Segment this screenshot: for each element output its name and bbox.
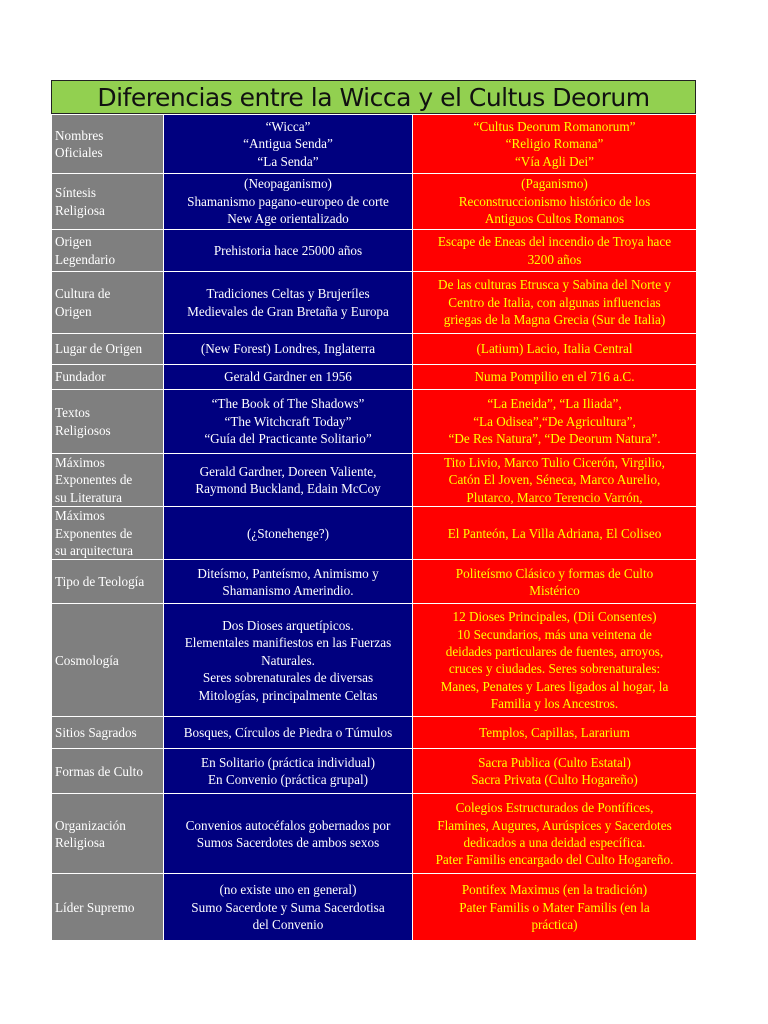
table-row [52,390,697,454]
cell-text-line: Exponentes de [55,472,133,488]
cell-text-line: su arquitectura [55,543,133,559]
cell-text-line: deidades particulares de fuentes, arroyos, [445,644,664,660]
cell-text-line: Religiosa [55,834,105,850]
cultus-cell [413,874,697,941]
cell-text-line: “Vía Agli Dei” [514,153,595,169]
row-label-cell [52,604,164,717]
cultus-cell [413,560,697,604]
cell-text-line: Religiosa [55,202,105,218]
cell-text-line: su Literatura [55,489,123,505]
cell-text-line: “De Res Natura”, “De Deorum Natura”. [448,431,661,447]
wicca-cell [164,717,413,749]
cell-text-line: Oficiales [55,145,103,160]
cell-text-line: Máximos [55,508,105,524]
row-label-cell [52,749,164,794]
wicca-cell [164,115,413,174]
cell-text-line: práctica) [531,917,578,933]
cell-text-line: “Religio Romana” [505,136,604,152]
row-label-cell [52,717,164,749]
cell-text-line: Catón El Joven, Séneca, Marco Aurelio, [448,472,661,488]
cell-text-line: Líder Supremo [55,899,135,915]
page-title: Diferencias entre la Wicca y el Cultus Deorum [51,80,696,114]
cultus-cell [413,272,697,334]
cell-text-line: En Solitario (práctica individual) [201,755,375,771]
cell-text-line: 12 Dioses Principales, (Dii Consentes) [452,609,657,625]
row-label-cell [52,794,164,874]
cell-text-line: “La Eneida”, “La Iliada”, [487,396,622,412]
cell-text-line: Nombres [55,127,104,143]
table-row [52,560,697,604]
cell-text-line: Organización [55,817,126,833]
table-row [52,794,697,874]
cell-text-line: Tradiciones Celtas y Brujeríles [206,286,370,302]
cell-text-line: Convenios autocéfalos gobernados por [185,817,391,833]
cultus-cell [413,604,697,717]
cell-text-line: Familia y los Ancestros. [490,696,619,712]
comparison-table [51,114,697,941]
cultus-cell [413,115,697,174]
table-row [52,230,697,272]
wicca-cell [164,794,413,874]
table-row [52,174,697,230]
wicca-cell [164,749,413,794]
cell-text-line: (Neopaganismo) [244,176,332,192]
cell-text-line: Fundador [55,369,106,385]
cell-text-line: Máximos [55,455,105,470]
cell-text-line: Mitologías, principalmente Celtas [198,687,378,703]
cell-text-line: Legendario [55,251,116,267]
cell-text-line: “Cultus Deorum Romanorum” [473,118,636,134]
cell-text-line: Templos, Capillas, Lararium [479,725,630,741]
cell-text-line: Cultura de [55,286,111,302]
row-label-cell [52,454,164,507]
cell-text-line: Sacra Publica (Culto Estatal) [478,755,631,771]
table-row [52,334,697,365]
cell-text-line: Religiosos [55,422,111,438]
cell-text-line: Sumos Sacerdotes de ambos sexos [196,834,380,850]
cell-text-line: Seres sobrenaturales de diversas [202,670,374,686]
cell-text-line: Shamanismo Amerindio. [222,582,354,598]
cell-text-line: (no existe uno en general) [219,882,357,898]
cultus-cell [413,454,697,507]
cultus-cell [413,507,697,560]
cell-text-line: Síntesis [55,185,97,201]
table-row [52,874,697,941]
cell-text-line: Formas de Culto [55,763,143,779]
wicca-cell [164,230,413,272]
cultus-cell [413,390,697,454]
wicca-cell [164,874,413,941]
cell-text-line: griegas de la Magna Grecia (Sur de Italia) [443,312,666,328]
cell-text-line: En Convenio (práctica grupal) [207,772,369,788]
cultus-cell [413,174,697,230]
cell-text-line: 3200 años [527,251,582,267]
wicca-cell [164,390,413,454]
cell-text-line: Mistérico [529,582,580,598]
cell-text-line: “The Witchcraft Today” [224,413,352,429]
cell-text-line: dedicados a una deidad específica. [463,834,646,850]
cell-text-line: “Antigua Senda” [243,136,333,152]
cell-text-line: Pontifex Maximus (en la tradición) [461,882,648,898]
cell-text-line: Sitios Sagrados [55,725,137,741]
cell-text-line: Antiguos Cultos Romanos [484,211,625,227]
cell-text-line: “Wicca” [265,118,311,134]
cell-text-line: Exponentes de [55,525,133,541]
cell-text-line: Lugar de Origen [55,341,143,357]
table-row [52,272,697,334]
cell-text-line: Colegios Estructurados de Pontífices, [455,800,654,816]
cell-text-line: Politeísmo Clásico y formas de Culto [455,565,654,581]
table-row [52,717,697,749]
cell-text-line: Pater Familis o Mater Familis (en la [459,899,650,915]
table-row [52,115,697,174]
cell-text-line: De las culturas Etrusca y Sabina del Norte y [438,277,671,293]
cell-text-line: Manes, Penates y Lares ligados al hogar, la [440,678,669,694]
cell-text-line: Raymond Buckland, Edain McCoy [195,481,381,497]
row-label-cell [52,230,164,272]
table-row [52,454,697,507]
cell-text-line: Elementales manifiestos en las Fuerzas [184,635,392,651]
row-label-cell [52,507,164,560]
wicca-cell [164,272,413,334]
cell-text-line: Tipo de Teología [55,574,145,590]
cell-text-line: (Latium) Lacio, Italia Central [476,341,633,357]
cell-text-line: cruces y ciudades. Seres sobrenaturales: [448,661,661,677]
cell-text-line: (¿Stonehenge?) [246,525,330,541]
wicca-cell [164,334,413,365]
cell-text-line: (Paganismo) [521,176,588,192]
cell-text-line: Tito Livio, Marco Tulio Cicerón, Virgilio, [444,455,665,470]
cell-text-line: Sacra Privata (Culto Hogareño) [471,772,638,788]
row-label-cell [52,334,164,365]
cell-text-line: “La Senda” [257,153,319,169]
wicca-cell [164,174,413,230]
wicca-cell [164,507,413,560]
row-label-cell [52,365,164,390]
row-label-cell [52,115,164,174]
cultus-cell [413,334,697,365]
comparison-document [51,80,696,941]
cell-text-line: Medievales de Gran Bretaña y Europa [187,303,389,319]
cell-text-line: Escape de Eneas del incendio de Troya hace [437,234,672,250]
cell-text-line: Cosmología [55,652,119,668]
row-label-cell [52,272,164,334]
table-row [52,365,697,390]
cell-text-line: Textos [55,405,90,421]
wicca-cell [164,454,413,507]
cell-text-line: Shamanismo pagano-europeo de corte [187,193,389,209]
cell-text-line: Numa Pompilio en el 716 a.C. [474,369,635,385]
cultus-cell [413,230,697,272]
cell-text-line: Diteísmo, Panteísmo, Animismo y [197,565,379,581]
cultus-cell [413,365,697,390]
cell-text-line: del Convenio [252,917,324,933]
cell-text-line: Origen [55,303,92,319]
wicca-cell [164,604,413,717]
wicca-cell [164,365,413,390]
cell-text-line: Flamines, Augures, Aurúspices y Sacerdotes [437,817,672,833]
cell-text-line: New Age orientalizado [227,211,349,227]
cell-text-line: Bosques, Círculos de Piedra o Túmulos [183,725,393,741]
cell-text-line: Naturales. [261,652,315,668]
cell-text-line: Pater Familis encargado del Culto Hogareño. [435,852,674,868]
cell-text-line: Gerald Gardner en 1956 [224,369,352,385]
cultus-cell [413,749,697,794]
cell-text-line: Gerald Gardner, Doreen Valiente, [199,463,377,479]
cultus-cell [413,717,697,749]
table-row [52,604,697,717]
cell-text-line: Reconstruccionismo histórico de los [458,193,651,209]
wicca-cell [164,560,413,604]
row-label-cell [52,390,164,454]
row-label-cell [52,560,164,604]
cell-text-line: Dos Dioses arquetípicos. [222,617,354,633]
table-row [52,507,697,560]
row-label-cell [52,174,164,230]
row-label-cell [52,874,164,941]
cell-text-line: “La Odisea”,“De Agricultura”, [473,413,636,429]
cell-text-line: “The Book of The Shadows” [211,396,365,412]
cell-text-line: “Guía del Practicante Solitario” [204,431,372,447]
cell-text-line: Centro de Italia, con algunas influencias [448,294,661,310]
cell-text-line: Plutarco, Marco Terencio Varrón, [466,489,643,505]
table-row [52,749,697,794]
cell-text-line: 10 Secundarios, más una veintena de [457,626,652,642]
cell-text-line: Sumo Sacerdote y Suma Sacerdotisa [191,899,385,915]
cell-text-line: El Panteón, La Villa Adriana, El Coliseo [447,525,662,541]
cell-text-line: Origen [55,234,92,250]
cell-text-line: Prehistoria hace 25000 años [213,242,363,258]
cultus-cell [413,794,697,874]
table-body [52,115,697,941]
cell-text-line: (New Forest) Londres, Inglaterra [200,341,376,357]
